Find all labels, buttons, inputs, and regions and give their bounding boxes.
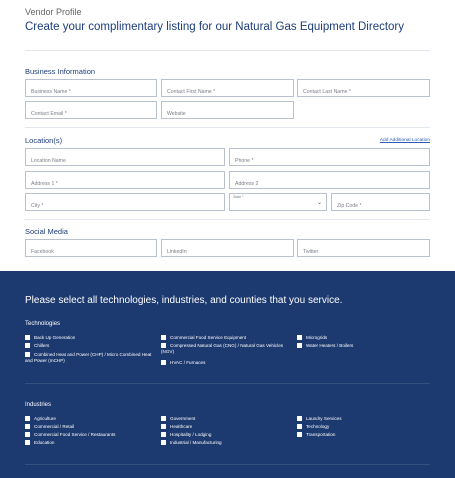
checkbox[interactable] (161, 360, 166, 365)
contact-last-name-field[interactable] (297, 79, 430, 97)
business-info-heading: Business Information (25, 67, 96, 76)
services-panel (0, 271, 455, 478)
address2-input[interactable] (230, 176, 429, 192)
checkbox-water-heaters[interactable] (297, 343, 353, 349)
city-field[interactable] (25, 193, 225, 211)
locations-heading: Location(s) (25, 136, 63, 145)
business-name-input[interactable] (26, 84, 156, 100)
checkbox-label: Commercial / Retail (34, 424, 75, 429)
checkbox-label: Transportation (306, 432, 336, 437)
page-eyebrow: Vendor Profile (25, 7, 82, 17)
website-input[interactable] (162, 106, 293, 122)
checkbox-technology[interactable] (297, 424, 329, 430)
checkbox[interactable] (161, 343, 166, 348)
social-media-heading: Social Media (25, 227, 68, 236)
chevron-down-icon: ⌄ (316, 200, 322, 206)
website-field[interactable] (161, 101, 294, 119)
checkbox[interactable] (25, 416, 30, 421)
checkbox[interactable] (297, 432, 302, 437)
checkbox-food-service-equipment[interactable] (161, 335, 246, 341)
checkbox-commercial-retail[interactable] (25, 424, 74, 430)
phone-input[interactable] (230, 153, 429, 169)
checkbox-industrial-manufacturing[interactable] (161, 440, 222, 446)
checkbox-hospitality-lodging[interactable] (161, 432, 211, 438)
address2-field[interactable] (229, 171, 430, 189)
checkbox[interactable] (25, 343, 30, 348)
checkbox[interactable] (25, 335, 30, 340)
checkbox[interactable] (161, 440, 166, 445)
checkbox-label: Compressed Natural Gas (CNG) / Natural Gas Vehicles (NGV) (161, 343, 284, 354)
checkbox-label: Back Up Generation (34, 335, 76, 340)
checkbox[interactable] (25, 424, 30, 429)
checkbox[interactable] (297, 424, 302, 429)
checkbox-label: Industrial / Manufacturing (170, 440, 222, 445)
state-select-label: State * (233, 195, 244, 199)
linkedin-input[interactable] (162, 244, 293, 260)
technologies-heading: Technologies (25, 321, 61, 327)
phone-field[interactable] (229, 148, 430, 166)
checkbox-label: Hospitality / Lodging (170, 432, 212, 437)
industries-heading: Industries (25, 402, 52, 408)
checkbox-government[interactable] (161, 416, 195, 422)
add-location-link[interactable]: Add Additional Location (379, 138, 430, 143)
linkedin-field[interactable] (161, 239, 294, 257)
checkbox[interactable] (161, 424, 166, 429)
checkbox-label: Water Heaters / Boilers (306, 343, 354, 348)
address1-field[interactable] (25, 171, 225, 189)
checkbox-label: Laundry Services (306, 416, 342, 421)
checkbox-hvac-furnaces[interactable] (161, 360, 205, 366)
checkbox-label: Microgrids (306, 335, 328, 340)
checkbox-label: Education (34, 440, 55, 445)
divider (25, 219, 430, 220)
checkbox-label: Healthcare (170, 424, 193, 429)
contact-first-name-field[interactable] (161, 79, 294, 97)
facebook-field[interactable] (25, 239, 157, 257)
checkbox[interactable] (161, 432, 166, 437)
checkbox-laundry-services[interactable] (297, 416, 342, 422)
zip-code-field[interactable] (331, 193, 430, 211)
contact-last-name-input[interactable] (298, 84, 429, 100)
checkbox-transportation[interactable] (297, 432, 335, 438)
checkbox-chp[interactable] (25, 352, 153, 364)
page-title: Create your complimentary listing for our Natural Gas Equipment Directory (25, 21, 405, 33)
location-name-field[interactable] (25, 148, 225, 166)
zip-code-input[interactable] (332, 198, 429, 214)
checkbox-label: Combined Heat and Power (CHP) / Micro Combined Heat and Power (mCHP) (25, 352, 152, 363)
checkbox-chillers[interactable] (25, 343, 49, 349)
checkbox[interactable] (161, 335, 166, 340)
checkbox-label: Commercial Food Service Equipment (170, 335, 247, 340)
location-name-input[interactable] (26, 153, 224, 169)
checkbox-label: Commercial Food Service / Restaurants (34, 432, 116, 437)
city-input[interactable] (26, 198, 224, 214)
checkbox-label: HVAC / Furnaces (170, 360, 206, 365)
checkbox-label: Agriculture (34, 416, 56, 421)
checkbox-microgrids[interactable] (297, 335, 327, 341)
business-name-field[interactable] (25, 79, 157, 97)
checkbox[interactable] (297, 335, 302, 340)
contact-email-field[interactable] (25, 101, 157, 119)
contact-email-input[interactable] (26, 106, 156, 122)
checkbox-label: Government (170, 416, 196, 421)
checkbox[interactable] (297, 416, 302, 421)
divider (25, 464, 430, 465)
divider (25, 50, 430, 51)
state-select[interactable] (229, 193, 327, 211)
checkbox[interactable] (25, 432, 30, 437)
divider (25, 383, 430, 384)
checkbox-back-up-generation[interactable] (25, 335, 75, 341)
checkbox-cng-ngv[interactable] (161, 343, 297, 355)
checkbox[interactable] (25, 352, 30, 357)
facebook-input[interactable] (26, 244, 156, 260)
address1-input[interactable] (26, 176, 224, 192)
checkbox-label: Technology (306, 424, 330, 429)
twitter-input[interactable] (298, 244, 429, 260)
checkbox-food-service-restaurants[interactable] (25, 432, 115, 438)
contact-first-name-input[interactable] (162, 84, 293, 100)
twitter-field[interactable] (297, 239, 430, 257)
checkbox[interactable] (25, 440, 30, 445)
divider (25, 127, 430, 128)
checkbox-healthcare[interactable] (161, 424, 192, 430)
checkbox[interactable] (161, 416, 166, 421)
checkbox-education[interactable] (25, 440, 54, 446)
checkbox-agriculture[interactable] (25, 416, 56, 422)
checkbox-label: Chillers (34, 343, 50, 348)
checkbox[interactable] (297, 343, 302, 348)
services-intro: Please select all technologies, industries, and counties that you service. (25, 295, 343, 306)
